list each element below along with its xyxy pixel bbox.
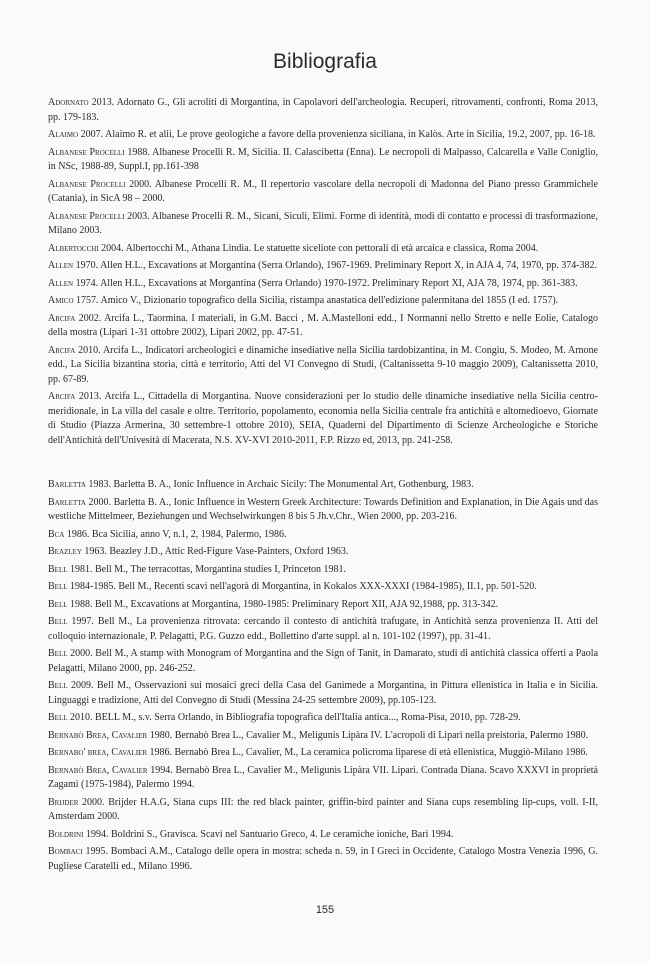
entry-text: Barletta B. A., Ionic Influence in Archaic Sicily: The Monumental Art, Gothenburg, 1983. — [113, 479, 474, 490]
bibliography-entry — [48, 96, 598, 125]
entry-key: Bombaci 1995. — [48, 846, 108, 857]
entry-text: Bernabò Brea L., Cavalier M., Meligunis Lipàra VII. Lipari. Contrada Diana. Scavo XXXVI in proprietà Zagami (1975-1984), Palermo 1994. — [48, 764, 599, 790]
entry-key: Albanese Procelli 2003. — [48, 210, 150, 222]
bibliography-entry — [48, 746, 598, 761]
bibliography-entry — [48, 580, 598, 595]
entry-key: Brijder 2000. — [48, 796, 105, 808]
entry-key: Bernabo' brea, Cavalier 1986. — [48, 747, 173, 758]
bibliography-entry — [48, 545, 598, 560]
bibliography-entry — [48, 210, 598, 239]
entry-text: Bernabò Brea L., Cavalier, M., La ceramica policroma liparese di età ellenistica, Muggiò-Milano 1986. — [174, 747, 588, 758]
entry-key: Alaimo 2007. — [48, 129, 104, 140]
entry-text: Alaimo R. et alii, Le prove geologiche a favore della provenienza siciliana, in Kalòs. Arte in Sicilia, 19.2, 2007, pp. 16-18. — [105, 129, 596, 140]
entry-key: Amico 1757. — [48, 295, 99, 306]
entry-key: Boldrini 1994. — [48, 828, 109, 840]
entry-text: Bombaci A.M., Catalogo delle opera in mostra: scheda n. 59, in I Greci in Occidente, Catalogo Mostra Venezia 1996, G. Pugliese Caratelli ed., Milano 1996. — [48, 846, 598, 872]
entry-text: Arcifa L., Taormina. I materiali, in G.M. Bacci , M. A.Mastelloni edd., I Normanni nello Stretto e nelle Eolie, Catalogo della mostra (Lipari 1-31 ottobre 2002), Lipari 2002, pp. 47-51. — [48, 312, 598, 338]
bibliography-entry — [48, 390, 598, 448]
entry-key: Barletta 1983. — [48, 479, 111, 490]
bibliography-section — [48, 96, 598, 451]
entry-text: Bca Sicilia, anno V, n.1, 2, 1984, Palermo, 1986. — [91, 528, 287, 540]
entry-key: Barletta 2000. — [48, 496, 112, 508]
entry-key: Allen 1974. — [48, 277, 99, 289]
entry-key: Bell 1984-1985. — [48, 581, 116, 592]
entry-text: Amico V., Dizionario topografico della Sicilia, ristampa anastatica dell'edizione palermitana del 1855 (I ed. 1757). — [100, 295, 559, 306]
bibliography-entry — [48, 764, 598, 793]
entry-text: Arcifa L., Cittadella di Morgantina. Nuove considerazioni per lo studio delle dinamiche insediative nella Sicilia centro-meridionale, in La villa del casale e oltre. Territorio, popolamento, economia nella Sicilia centrale fra antichità e altomedioevo, Giornate di Studio (Piazza Armerina, 30 settembre-1 ottobre 2010), SEIA, Quaderni del Dipartimento di Scienze Archeologiche e Storiche dell'Antichità dell'Univesità di Macerata, N.S. XV-XVI 2010-2011, F.P. Rizzo ed, 2013, pp. 241-258. — [48, 391, 599, 446]
entry-text: Allen H.L., Excavations at Morgantina (Serra Orlando), 1967-1969. Preliminary Report X, in AJA 4, 74, 1970, pp. 374-382. — [100, 260, 598, 271]
bibliography-entry — [48, 496, 598, 525]
page-number: 155 — [315, 904, 335, 916]
bibliography-entry — [48, 242, 598, 257]
entry-text: Arcifa L., Indicatori archeologici e dinamiche insediative nella Sicilia tardobizantina, in M. Congiu, S. Modeo, M. Arnone edd., La Sicilia bizantina storia, città e territorio, Atti del VI Convegno di Studi, (Caltanissetta 9-10 maggio 2009), Caltanissetta 2010, pp. 67-89. — [48, 344, 599, 385]
bibliography-entry — [48, 344, 598, 388]
bibliography-entry — [48, 828, 598, 843]
bibliography-entry — [48, 796, 598, 825]
entry-text: Bell M., La provenienza ritrovata: cercando il contesto di antichità trafugate, in Antichità senza provenienza II. Atti del colloquio internazionale, P. Pelagatti, P.G. Guzzo edd., Bollettino d'arte suppl. al n. 101-102 (1997), pp. 31-41. — [48, 616, 599, 642]
bibliography-entry — [48, 679, 598, 708]
entry-key: Bell 1997. — [48, 616, 94, 627]
entry-key: Arcifa 2002. — [48, 312, 102, 324]
entry-text: BELL M., s.v. Serra Orlando, in Bibliografia topografica dell'Italia antica..., Roma-Pisa, 2010, pp. 728-29. — [95, 712, 521, 723]
entry-text: Bell M., The terracottas, Morgantina studies I, Princeton 1981. — [95, 563, 346, 575]
entry-text: Bell M., Recenti scavi nell'agorà di Morgantina, in Kokalos XXX-XXXI (1984-1985), II.1, pp. 501-520. — [118, 581, 537, 592]
entry-key: Albanese Procelli 1988. — [48, 146, 150, 158]
entry-key: Bernabò Brea, Cavalier 1980. — [48, 729, 173, 741]
entry-text: Albertocchi M., Athana Lindia. Le statuette siceliote con pettorali di età arcaica e classica, Roma 2004. — [125, 242, 539, 254]
bibliography-section — [48, 478, 598, 877]
entry-key: Bernabò Brea, Cavalier 1994. — [48, 764, 173, 776]
bibliography-entry — [48, 146, 598, 175]
page-title: Bibliografia — [273, 50, 377, 73]
entry-text: Albanese Procelli R. M, Sicilia. II. Calascibetta (Enna). Le necropoli di Malpasso, Calcarella e Valle Coniglio, in NSc, 1988-89, Suppl.I, pp.161-398 — [48, 146, 598, 172]
bibliography-entry — [48, 615, 598, 644]
entry-key: Bell 2009. — [48, 680, 94, 691]
entry-key: Bell 2010. — [48, 712, 93, 723]
bibliography-entry — [48, 598, 598, 613]
bibliography-entry — [48, 128, 598, 143]
entry-text: Albanese Procelli R. M., Sicani, Siculi, Elimi. Forme di identità, modi di contatto e processi di trasformazione, Milano 2003. — [48, 210, 598, 236]
bibliography-entry — [48, 528, 598, 543]
bibliography-entry — [48, 729, 598, 744]
bibliography-entry — [48, 259, 598, 274]
entry-text: Brijder H.A.G, Siana cups III: the red black painter, griffin-bird painter and Siana cups resembling lip-cups, voll. I-II, Amsterdam 2000. — [48, 796, 599, 822]
entry-text: Beazley J.D., Attic Red-Figure Vase-Painters, Oxford 1963. — [109, 546, 349, 557]
entry-key: Albanese Procelli 2000. — [48, 178, 152, 190]
entry-text: Bell M., Osservazioni sui mosaici greci della Casa del Ganimede a Morgantina, in Pittura ellenistica in Italia e in Sicilia. Linguaggi e tradizione, Atti del Convegno di Studi (Messina 24-25 settembre 2009), pp.105-123. — [48, 680, 599, 706]
bibliography-entry — [48, 478, 598, 493]
entry-text: Bell M., Excavations at Morgantina, 1980-1985: Preliminary Report XII, AJA 92,1988, pp. 313-342. — [95, 598, 499, 610]
bibliography-entry — [48, 178, 598, 207]
entry-text: Boldrini S., Gravisca. Scavi nel Santuario Greco, 4. Le ceramiche ioniche, Bari 1994. — [110, 828, 454, 840]
entry-key: Arcifa 2013. — [48, 391, 102, 402]
entry-key: Bell 2000. — [48, 648, 93, 659]
entry-text: Barletta B. A., Ionic Influence in Western Greek Architecture: Towards Definition and Explanation, in Die Agais und das westliche Mittelmeer, Beziehungen und Wechselwirkungen 8 bis 5 Jh.v.Chr., Wien 2000, pp. 203-216. — [48, 496, 599, 522]
entry-key: Bca 1986. — [48, 528, 90, 540]
entry-key: Beazley 1963. — [48, 546, 107, 557]
entry-key: Allen 1970. — [48, 260, 99, 271]
entry-text: Adornato G., Gli acroliti di Morgantina, in Capolavori dell'archeologia. Recuperi, ritrovamenti, confronti, Roma 2013, pp. 179-183. — [48, 97, 598, 123]
entry-text: Allen H.L., Excavations at Morgantina (Serra Orlando) 1970-1972. Preliminary Report XI, AJA 78, 1974, pp. 361-383. — [100, 277, 578, 289]
bibliography-entry — [48, 563, 598, 578]
entry-text: Bernabò Brea L., Cavalier M., Meligunis Lipàra IV. L'acropoli di Lipari nella preistoria, Palermo 1980. — [174, 729, 589, 741]
entry-key: Arcifa 2010. — [48, 344, 101, 356]
entry-text: Albanese Procelli R. M., Il repertorio vascolare della necropoli di Madonna del Piano presso Grammichele (Catania), in SicA 98 – 2000. — [48, 178, 598, 204]
entry-key: Bell 1988. — [48, 598, 93, 610]
entry-text: Bell M., A stamp with Monogram of Morgantina and the Sign of Tanit, in Damarato, studi di antichità classica offerti a Paola Pelagatti, Milano 2000, pp. 246-252. — [48, 648, 599, 674]
entry-key: Bell 1981. — [48, 563, 93, 575]
bibliography-entry — [48, 711, 598, 726]
bibliography-entry — [48, 312, 598, 341]
entry-key: Adornato 2013. — [48, 97, 115, 108]
entry-key: Albertocchi 2004. — [48, 242, 124, 254]
bibliography-entry — [48, 647, 598, 676]
bibliography-entry — [48, 845, 598, 874]
bibliography-entry — [48, 294, 598, 309]
bibliography-entry — [48, 277, 598, 292]
